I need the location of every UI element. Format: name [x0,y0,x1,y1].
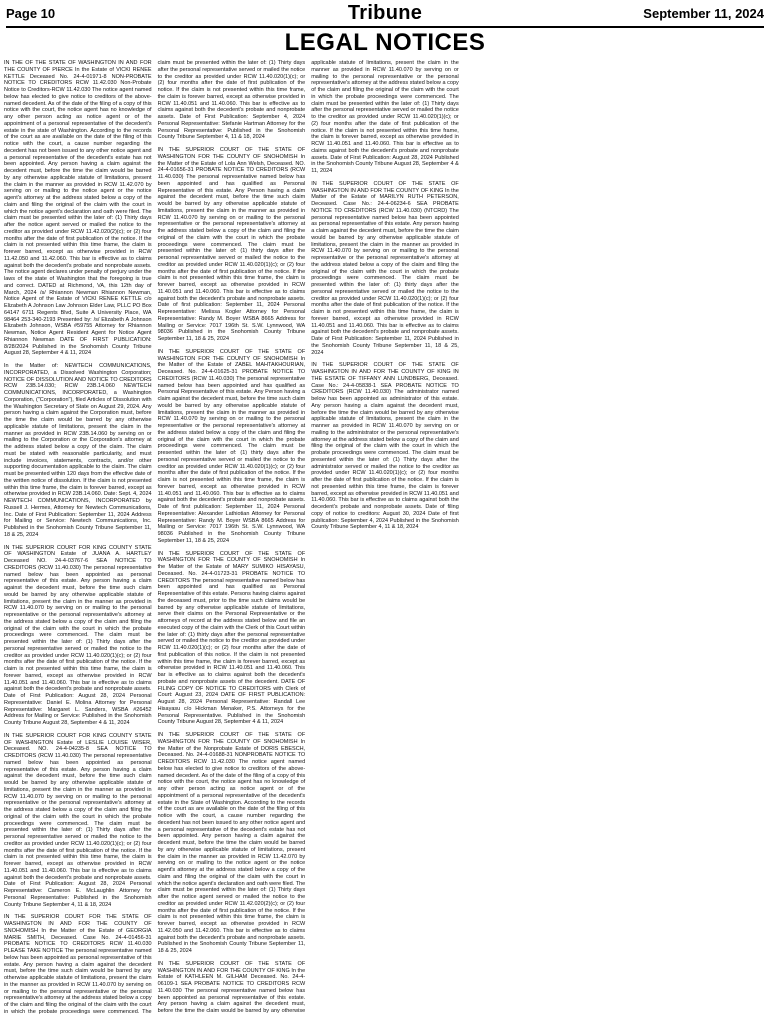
legal-notice: IN THE SUPERIOR COURT OF THE STATE OF WASHINGTON FOR THE COUNTY OF SNOHOMISH In the Matter of the Estate of MARY SUMIKO HISAYASU, Deceased. No. 24-4-01723-31 PROBATE NOTICE TO CREDITORS The personal representative named below has been appointed and has qualified as Personal Representative of this estate. Persons having claims against the deceased must, prior to the time such claims would be barred by any otherwise applicable statute of limitations, serve their claims on the Personal Representative or the attorneys of record at the address stated below and file an executed copy of the claim with the Clerk of this Court within the later of: (1) thirty days after the personal representative served or mailed the notice to the creditor as provided under RCW 11.40.020(1)(c); or (2) four months after the date of first publication of this notice. If the claim is not presented within this time frame, the claim is forever barred, except as otherwise provided in RCW 11.40.051 and 11.40.060. This bar is effective as to claims against both the decedent's probate and nonprobate assets of the decedent. DATE OF FILING COPY OF NOTICE TO CREDITORS with Clerk of Court: August 23, 2024 DATE OF FIRST PUBLICATION: August 28, 2024 Personal Representative: Randall Lee Hisayasu c/o Hickman Menaker, P.S. Attorneys for the Personal Representative. Published in the Snohomish County Tribune August 28, September 4 & 11, 2024 [157,550,306,726]
legal-notice: IN THE SUPERIOR COURT FOR KING COUNTY STATE OF WASHINGTON Estate of LESLIE LOUISE WISER, Deceased. NO. 24-4-04235-8 SEA NOTICE TO CREDITORS (RCW 11.40.030) The personal representative named below has been appointed as personal representative of this estate. Any person having a claim against the decedent must, before the time such claim would be barred by any otherwise applicable statute of limitations, present the claim in the manner as provided in RCW 11.40.070 by serving on or mailing to the personal representative or the personal representative's attorney at the address stated below a copy of the claim and filing the original of the claim with the court in which the probate proceedings were commenced. The claim must be presented within the later of: (1) Thirty days after the personal representative served or mailed the notice to the creditor as provided under RCW 11.40.020(1)(c); or (2) four months after the date of first publication of the notice. If the claim is not presented within this time frame, the claim is forever barred, except as otherwise provided in RCW 11.40.051 and 11.40.060. This bar is effective as to claims against both the decedent's probate and nonprobate assets. Date of First Publication: August 28, 2024 Personal Representative: Cameron E. McLaughlin Attorney for Personal Representative: Published in the Snohomish County Tribune September 4, 11 & 18, 2024 [4,732,152,908]
legal-notice: IN THE SUPERIOR COURT OF THE STATE OF WASHINGTON FOR THE COUNTY OF SNOHOMISH In the Matter of the Nonprobate Estate of DORIS EBESCH, Deceased. No. 24-4-01688-31 NONPROBATE NOTICE TO CREDITORS RCW 11.42.030 The notice agent named below has elected to give notice to creditors of the above-named decedent. As of the date of the filing of a copy of this notice with the court, the notice agent has no knowledge of any other person acting as notice agent or of the appointment of a personal representative of the decedent's estate in the State of Washington. According to the records of the court as are available on the date of the filing of this notice with the court, a cause number regarding the decedent has not been issued to any other notice agent and a personal representative of the decedent's estate has not been appointed. Any person having a claim against the decedent must, before the time the claim would be barred by any otherwise applicable statute of limitations, present the claim in the manner as provided in RCW 11.42.070 by serving on or mailing to the notice agent or the notice agent's attorney at the address stated below a copy of the claim and filing the original of the claim with the court in which the notice agent's declaration and oath were filed. The claim must be presented within the later of: (1) Thirty days after the notice agent served or mailed the notice to the creditor as provided under RCW 11.42.020(2)(c); or (2) four months after the date of first publication of the notice. If the claim is not presented within this time frame, the claim is forever barred, except as otherwise provided in RCW 11.42.050 and 11.42.060. This bar is effective as to claims against both the decedent's probate and nonprobate assets. Published in the Snohomish County Tribune September 11, 18 & 25, 2024 [157,732,306,954]
legal-notice: IN THE SUPERIOR COURT OF THE STATE OF WASHINGTON IN AND FOR THE COUNTY OF KING In the Estate of KATHLEEN M. GILHAM Deceased. No. 24-4-06109-1 SEA PROBATE NOTICE TO CREDITORS RCW 11.40.030 The personal representative named below has been appointed as personal representative of this estate. Any person having a claim against the decedent must, before the time the claim would be barred by any otherwise applicable statute of limitations, present the claim in the manner as provided in RCW 11.40.070 by serving on or mailing to the personal representative or the personal representative's attorney at the address stated below a copy of the claim and filing the original of the claim with the court in which the probate proceedings were commenced. The claim must be presented within the later of: (1) Thirty days after the personal representative served or mailed the notice to the creditor as provided under RCW 11.40.020(1)(c); or (2) four months after the date of first publication of the notice. If the claim is not presented within this time frame, the claim is forever barred, except as otherwise provided in RCW 11.40.051 and 11.40.060. This bar is effective as to claims against both the decedent's probate and nonprobate assets. Date of First Publication: August 28, 2024 Published in the Snohomish County Tribune August 28, September 4 & 11, 2024 [157,60,459,1014]
legal-notice: IN THE OF THE STATE OF WASHINGTON IN AND FOR THE COUNTY OF PIERCE In the Estate of VICKI RENEE KETTLE Deceased No. 24-4-01971-8 NON-PROBATE NOTICE TO CREDITORS RCW 11.42.030 Non-Probate Notice to Creditors-RCW 11.42.030 The notice agent named below has elected to give notice to creditors of the above-named decedent. As of the date of the filing of a copy of this notice with the court, the notice agent has no knowledge of any other person acting as notice agent or of the appointment of a personal representative of the decedent's estate in the state of Washington. According to the records of the court as are available on the date of the filing of this notice with the court, a cause number regarding the decedent has not been issued to any other notice agent and a personal representative of the decedent's estate has not been appointed. Any person having a claim against the decedent must, before the time the claim would be barred by any otherwise applicable statute of limitations, present the claim in the manner as provided in RCW 11.42.070 by serving on or mailing to the notice agent or the notice agent's attorney at the address stated below a copy of the claim and filing the original of the claim with the court in which the notice agent's declaration and oath were filed. The claim must be presented within the later of: (1) Thirty days after the notice agent served or mailed the notice to the creditor as provided under RCW 11.42.020(2)(c); or (2) four months after the date of first publication of the notice. If the claim is not presented within this time frame, the claim is forever barred, except as otherwise provided in RCW 11.42.050 and 11.42.060. This bar is effective as to claims against both the decedent's probate and nonprobate assets. The notice agent declares under penalty of perjury under the laws of the state of Washington that the foregoing is true and correct. DATED at Richmond, VA, this 12th day of March, 2024 /s/ Rhiannon Newman Rhiannon Newman, Notice Agent of the Estate of VICKI RENEE KETTLE c/o Elizabeth A Johnson Law Johnson Elder Law, PLLC PO Box 64147 6711 Regents Blvd, Suite A University Place, WA 98464 253-340-2193 Presented by: /s/ Elizabeth A Johnson Elizabeth Johnson, WSBA #59755 Attorney for Rhiannon Newman, Notice Agent Resident Agent for Notice Agent Rhiannon Newman DATE OF FIRST PUBLICATION: 8/28/2024 Published in the Snohomish County Tribune August 28, September 4 & 11, 2024 [4,60,152,357]
legal-notices-columns [4,60,766,1018]
section-title: LEGAL NOTICES [284,29,486,56]
legal-notice: IN THE SUPERIOR COURT FOR KING COUNTY STATE OF WASHINGTON Estate of JUANA A. HARTLEY Deceased NO. 24-4-03767-6 SEA NOTICE TO CREDITORS (RCW 11.40.030) The personal representative named below has been appointed as personal representative of this estate. Any person having a claim against the decedent must, before the time such claim would be barred by any otherwise applicable statute of limitations, present the claim in the manner as provided in RCW 11.40.070 by serving on or mailing to the personal representative or the personal representative's attorney at the address stated below a copy of the claim and filing the original of the claim with the court in which the probate proceedings were commenced. The claim must be presented within the later of: (1) Thirty days after the personal representative served or mailed the notice to the creditor as provided under RCW 11.40.020(1)(c); or (2) four months after the date of first publication of the notice. If the claim is not presented within this time frame, the claim is forever barred, except as otherwise provided in RCW 11.40.051 and 11.40.060. This bar is effective as to claims against both the decedent's probate and nonprobate assets. Date of First Publication: August 28, 2024 Personal Representative: Daniel E. Molina Attorney for Personal Representative: Margaret L. Sanders, WSBA #26452 Address for Mailing or Service: Published in the Snohomish County Tribune August 28, September 4 & 11, 2024 [4,544,152,726]
legal-notice: IN THE SUPERIOR COURT OF THE STATE OF WASHINGTON FOR THE COUNTY OF SNOHOMISH In the Matter of the Estate of ZABEL MAHTAKHOURIAN, Deceased. No. 24-4-01625-31 PROBATE NOTICE TO CREDITORS (RCW 11.40.030) The personal representative named below has been appointed and has qualified as Personal Representative of this estate. Any Person having a claim against the decedent must, before the time such claim would be barred by any otherwise applicable statute of limitations, present the claim in the manner as provided in RCW 11.40.070 by serving on or mailing to the personal representative or the personal representative's attorney at the address stated below a copy of the claim and filing the original of the claim with the court in which the probate proceedings were commenced. The claim must be presented within the later of: (1) thirty days after the personal representative served or mailed the notice to the creditor as provided under RCW 11.40.020(1)(c); or (2) four months after the date of first publication of the notice. If the claim is not presented within this time frame, the claim is forever barred, except as otherwise provided in RCW 11.40.051 and 11.40.060. This bar is effective as to claims against both the decedent's probate and nonprobate assets. Date of first publication: September 11, 2024 Personal Representative: Alexander Lathiotian Attorney for Personal Representative: Randy M. Boyer WSBA 8665 Address for Mailing or Service: 7017 196th St. S.W. Lynnwood, WA 98036 Published in the Snohomish County Tribune September 11, 18 & 25, 2024 [157,348,306,544]
issue-date: September 11, 2024 [643,6,764,21]
legal-notice: IN THE SUPERIOR COURT OF THE STATE OF WASHINGTON FOR THE COUNTY OF SNOHOMISH In the Matter of the Estate of Lola Ann Welsh, Deceased. NO. 24-4-01656-31 PROBATE NOTICE TO CREDITORS (RCW 11.40.030) The personal representative named below has been appointed and has qualified as Personal Representative of this estate. Any Person having a claim against the decedent must, before the time such claim would be barred by any otherwise applicable statute of limitations, present the claim in the manner as provided in RCW 11.40.070 by serving on or mailing to the personal representative or the personal representative's attorney at the address stated below a copy of the claim and filing the original of the claim with the court in which the probate proceedings were commenced. The claim must be presented within the later of: (1) thirty days after the personal representative served or mailed the notice to the creditor as provided under RCW 11.40.020(1)(c); or (2) four months after the date of first publication of the notice. If the claim is not presented within this time frame, the claim is forever barred, except as otherwise provided in RCW 11.40.051 and 11.40.060. This bar is effective as to claims against both the decedent's probate and nonprobate assets. Date of first publication: September 11, 2024 Personal Representative: Melissa Kogler Attorney for Personal Representative: Randy M. Boyer WSBA 8665 Address for Mailing or Service: 7017 196th St. S.W. Lynnwood, WA 98036 Published in the Snohomish County Tribune September 11, 18 & 25, 2024 [157,147,306,342]
header-rule [6,26,764,28]
publication-name: Tribune [347,2,423,24]
page-header [6,4,764,26]
legal-notice: In the Matter of: NEWTECH COMMUNICATIONS, INCORPORATED, a Dissolved Washington Corporation; NOTICE OF DISSOLUTION AND NOTICE TO CREDITORS RCW 23B.14.030; RCW 23B.14.060 NEWTECH COMMUNICATIONS, INCORPORATED, a Washington Corporation, ("Corporation"), filed Articles of Dissolution with the Washington Secretary of State on August 29, 2024. Any person having a claim against the Corporation must, before the time the claim would be barred by any otherwise applicable statute of limitations, present the claim in the manner as provided in RCW 23B.14.060 by serving on or mailing to the Corporation or the Corporation's attorney at the address stated below a copy of the claim. The claim must be stated with reasonable particularity, and must include invoices, statements, contracts, and/or other supporting documentation applicable to the claim. The claim must be presented within 120 days from the effective date of the written notice of dissolution. If the claim is not presented within this time frame, the claim is forever barred, except as otherwise provided in RCW 23B.14.060. Date: Sept. 4, 2024 NEWTECH COMMUNICATIONS, INCORPORATED by Russell J. Hermes, Attorney for Newtech Communications, Inc. Date of First Publication: September 11, 2024 Address for Mailing or Service: Newtech Communications, Inc. Published in the Snohomish County Tribune September 11, 18 & 25, 2024 [4,363,152,538]
page-number: Page 10 [6,6,56,21]
legal-notice: IN THE SUPERIOR COURT FOR THE STATE OF WASHINGTON IN AND FOR THE COUNTY OF SNOHOMISH In the Matter of the Estate of GEORGIA MARIE SMITH, Deceased. Case No. 24-4-01456-31 PROBATE NOTICE TO CREDITORS RCW 11.40.030 PLEASE TAKE NOTICE The personal representative named below has been appointed as personal representative of this estate. Any person having a claim against the decedent must, before the time such claim would be barred by any otherwise applicable statute of limitations, present the claim in the manner as provided in RCW 11.40.070 by serving on or mailing to the personal representative or the personal representative's attorney at the address stated below a copy of the claim and filing the original of the claim with the court in which the probate proceedings were commenced. The claim must be presented within the later of: (1) Thirty days after the personal representative served or mailed the notice to the creditor as provided under RCW 11.40.020(1)(c); or (2) four months after the date of first publication of the notice. If the claim is not presented within this time frame, the claim is forever barred, except as otherwise provided in RCW 11.40.051 and 11.40.060. This bar is effective as to claims against both the decedent's probate and nonprobate assets. Date of First Publication: September 4, 2024 Personal Representative: Stefanie Hartman Attorney for the Personal Representative: Published in the Snohomish County Tribune September 4, 11 & 18, 2024 [4,60,306,1015]
legal-notice: IN THE SUPERIOR COURT OF THE STATE OF WASHINGTON IN AND FOR THE COUNTY OF KING IN THE ESTATE OF TIFFANY ANN LUNDBERG, Deceased. Case No.: 24-4-05838-1 SEA PROBATE NOTICE TO CREDITORS (RCW 11.40.030) The administrator named below has been appointed as administrator of this estate. Any person having a claim against the decedent must, before the time the claim would be barred by any otherwise applicable statute of limitations, present the claim in the manner as provided in RCW 11.40.070 by serving on or mailing to the administrator or the personal representative's attorney at the address stated below a copy of the claim and filing the original of the claim with the court in which the probate proceedings were commenced. The claim must be presented within the later of: (1) Thirty days after the administrator served or mailed the notice to the creditor as provided under RCW 11.40.020(1)(c); or (2) four months after the date of first publication of the notice. If the claim is not presented within this time frame, the claim is forever barred, except as otherwise provided in RCW 11.40.051 and 11.40.060. This bar is effective as to claims against both the decedent's probate and nonprobate assets. Date of filing copy of notice to creditors: August 30, 2024 Date of first publication: September 4, 2024 Published in the Snohomish County Tribune September 4, 11 & 18, 2024 [311,362,459,531]
legal-notice: IN THE SUPERIOR COURT OF THE STATE OF WASHINGTON IN AND FOR THE COUNTY OF KING In the Matter of the Estate of MARILYN RUTH PETERSON, Deceased. Case No.: 24-4-06234-6 SEA PROBATE NOTICE TO CREDITORS (RCW 11.40.030) (NTCRD) The personal representative named below has been appointed as personal representative of this estate. Any person having a claim against the decedent must, before the time the claim would be barred by any otherwise applicable statute of limitations, present the claim in the manner as provided in RCW 11.40.070 by serving on or mailing to the personal representative or the personal representative's attorney at the address stated below a copy of the claim and filing the original of the claim with the court in which the probate proceedings were commenced. The claim must be presented within the later of: (1) thirty days after the personal representative served or mailed the notice to the creditor as provided under RCW 11.40.020(1)(c); or (2) four months after the date of first publication of the notice. If the claim is not presented within this time frame, the claim is forever barred, except as otherwise provided in RCW 11.40.051 and 11.40.060. This bar is effective as to claims against both the decedent's probate and nonprobate assets. Date of First Publication: September 11, 2024 Published in the Snohomish County Tribune September 11, 18 & 25, 2024 [311,180,459,356]
